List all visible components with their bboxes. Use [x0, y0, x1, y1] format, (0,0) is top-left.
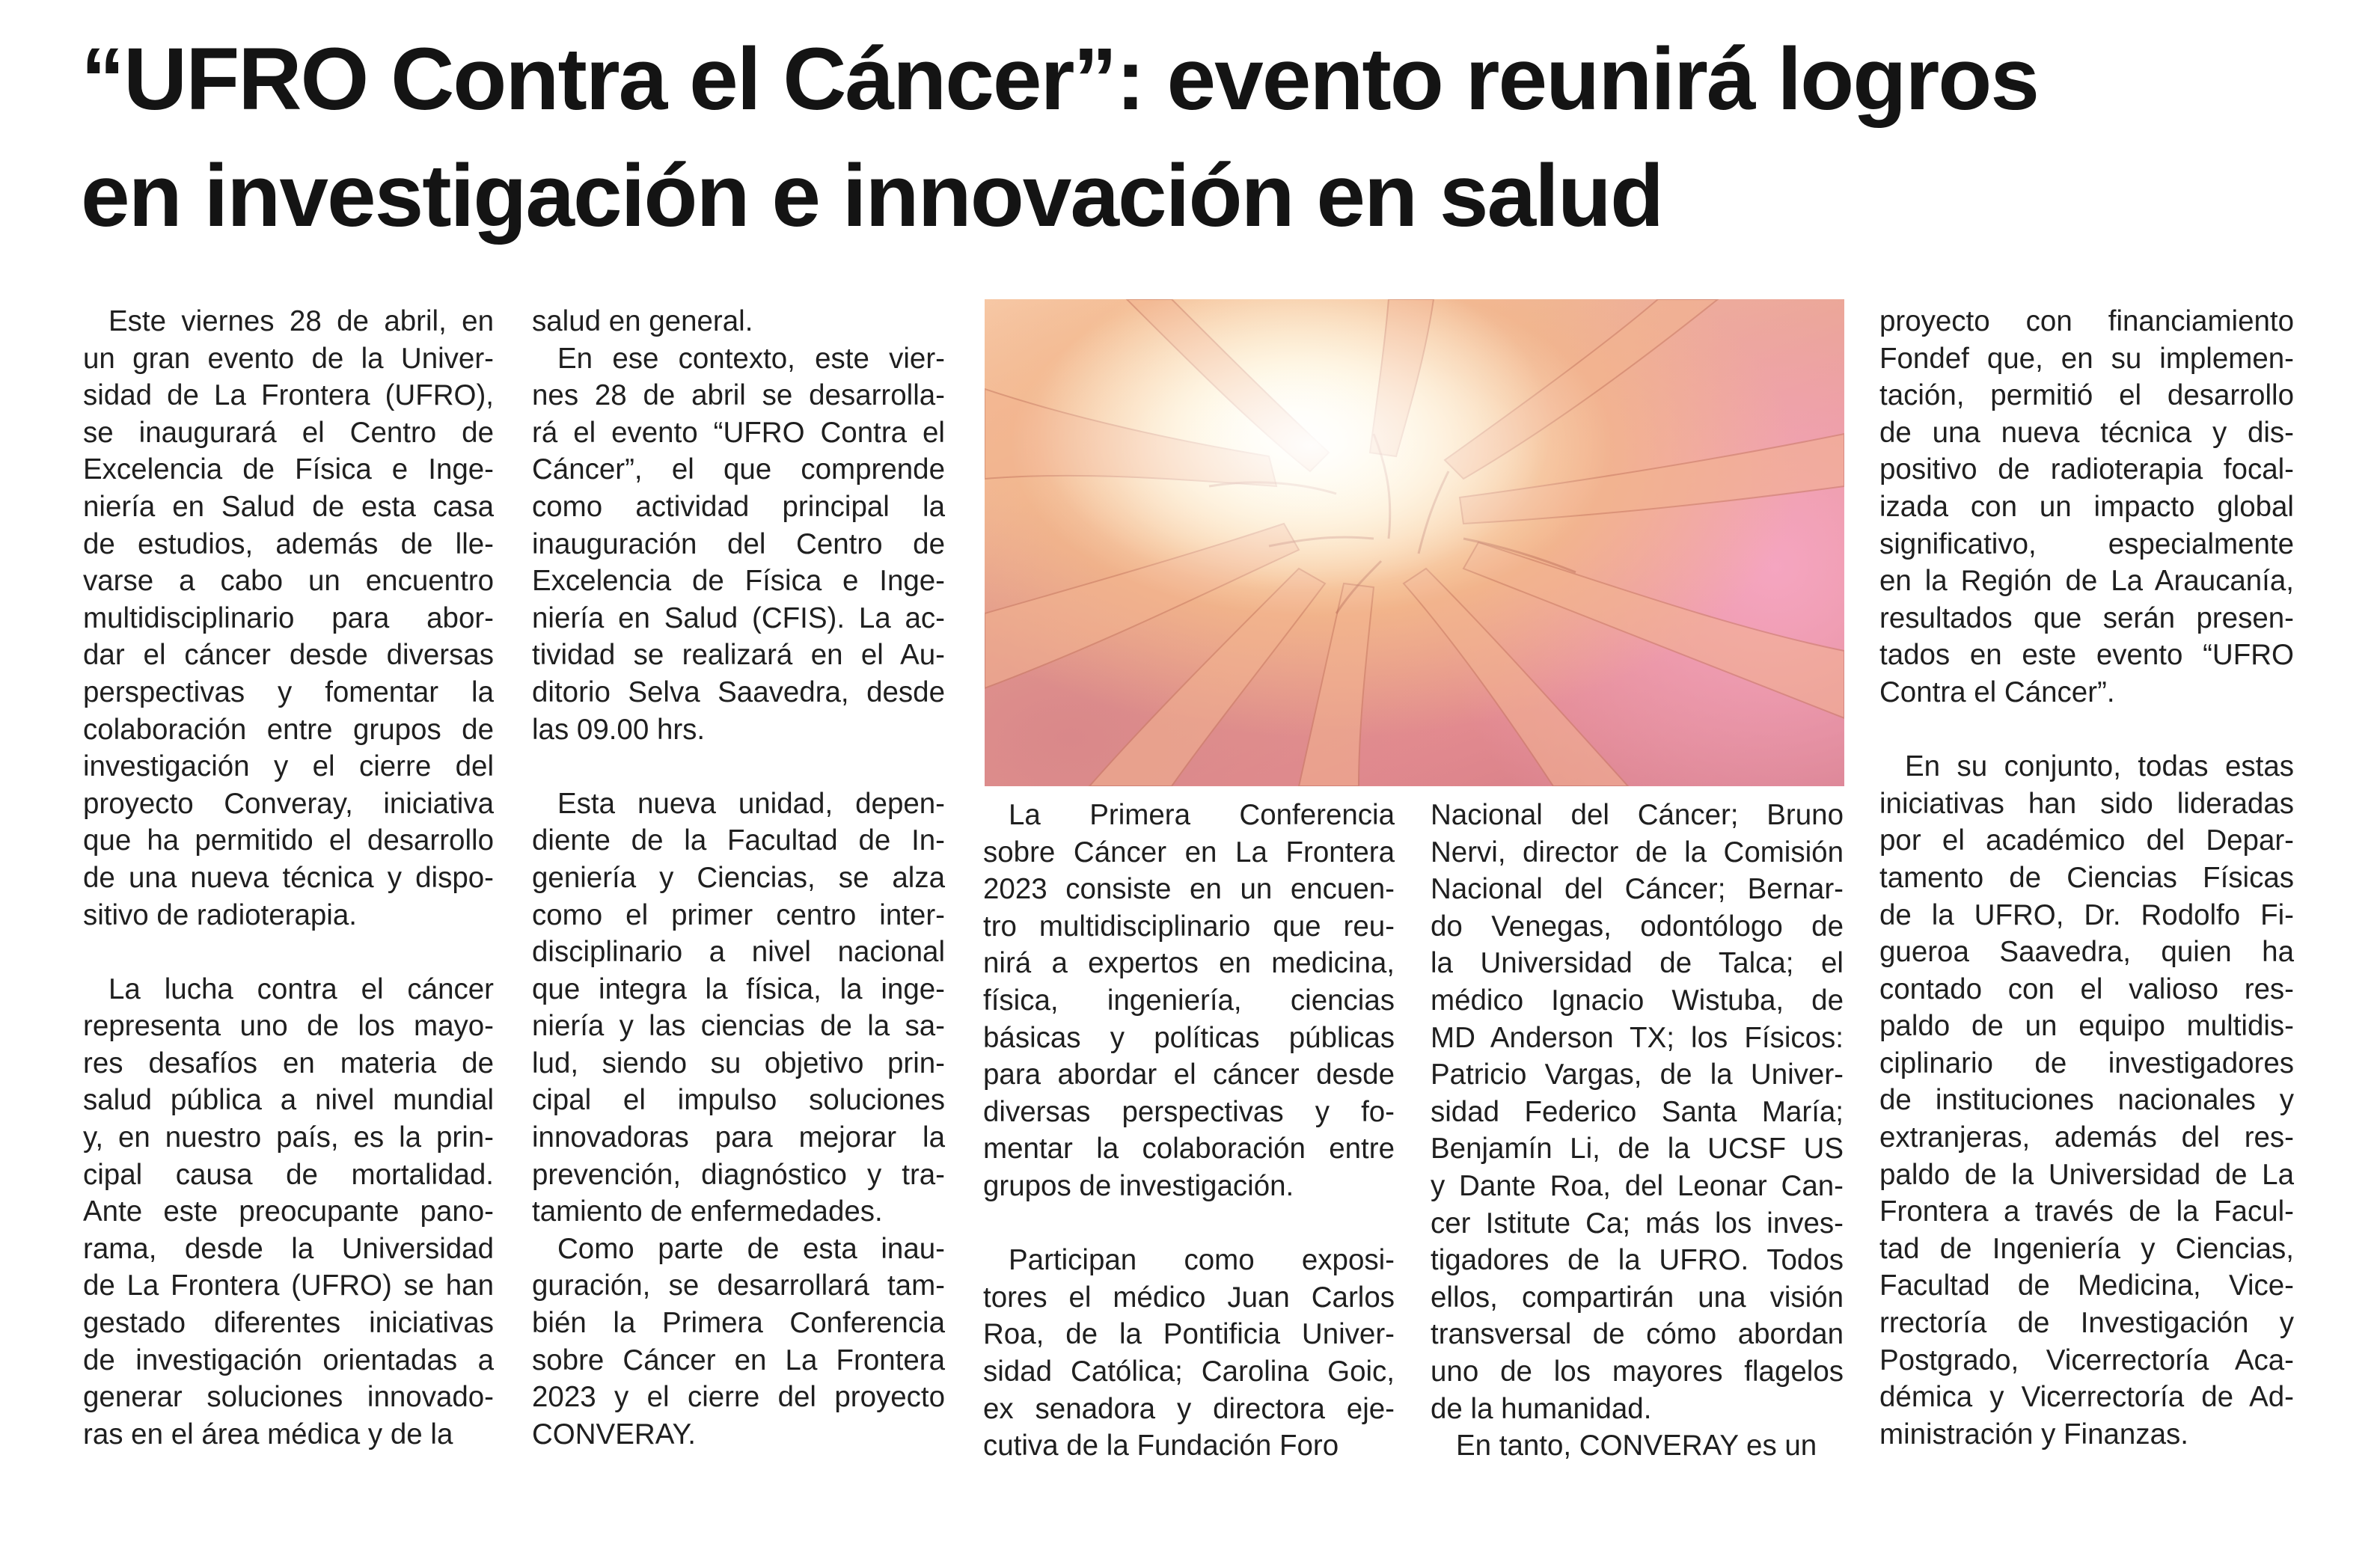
text-line: rrectoría de Investigación y [1879, 1307, 2294, 1340]
text-line: gestado diferentes iniciativas [83, 1307, 494, 1340]
text-line: cutiva de la Fundación Foro [983, 1430, 1339, 1462]
text-line: tados en este evento “UFRO [1879, 639, 2294, 672]
article-headline [81, 21, 2295, 254]
text-line: Participan como exposi- [1009, 1244, 1395, 1277]
text-line: de una nueva técnica y dis- [1879, 416, 2294, 449]
text-line: como actividad principal la [532, 490, 945, 523]
text-line: sidad Católica; Carolina Goic, [983, 1355, 1395, 1388]
text-line: izada con un impacto global [1879, 490, 2294, 523]
text-line: diente de la Facultad de In- [532, 824, 945, 857]
text-line: paldo de la Universidad de La [1879, 1158, 2294, 1191]
text-line: do Venegas, odontólogo de [1431, 910, 1844, 943]
text-line: tores el médico Juan Carlos [983, 1281, 1395, 1314]
text-line: en la Región de La Araucanía, [1879, 565, 2294, 598]
text-line: En tanto, CONVERAY es un [1456, 1430, 1817, 1462]
text-line: En ese contexto, este vier- [557, 342, 945, 375]
text-line: y, en nuestro país, es la prin- [83, 1121, 494, 1154]
text-line: 2023 y el cierre del proyecto [532, 1381, 945, 1414]
text-line: lud, siendo su objetivo prin- [532, 1047, 945, 1079]
text-line: Roa, de la Pontificia Univer- [983, 1318, 1395, 1351]
text-line: démica y Vicerrectoría de Ad- [1879, 1381, 2294, 1414]
text-line: Facultad de Medicina, Vice- [1879, 1269, 2294, 1302]
text-line: proyecto con financiamiento [1879, 305, 2294, 337]
text-line: para abordar el cáncer desde [983, 1059, 1395, 1091]
article-paragraph [1431, 1427, 1844, 1465]
text-line: básicas y políticas públicas [983, 1021, 1395, 1054]
text-line: bién la Primera Conferencia [532, 1307, 945, 1340]
article-paragraph [83, 971, 494, 1453]
text-line: La lucha contra el cáncer [108, 972, 494, 1005]
hands-together-photo [985, 299, 1844, 786]
article-column-1 [83, 303, 494, 1453]
article-paragraph [1879, 303, 2294, 711]
text-line: paldo de un equipo multidis- [1879, 1010, 2294, 1043]
hands-photo-illustration [985, 299, 1844, 786]
text-line: de la UFRO, Dr. Rodolfo Fi- [1879, 898, 2294, 931]
text-line: sobre Cáncer en La Frontera [532, 1344, 945, 1376]
text-line: proyecto Converay, iniciativa [83, 787, 494, 820]
text-line: Excelencia de Física e Inge- [83, 453, 494, 486]
text-line: tigadores de la UFRO. Todos [1431, 1244, 1844, 1277]
text-line: que ha permitido el desarrollo [83, 824, 494, 857]
text-line: de La Frontera (UFRO) se han [83, 1269, 494, 1302]
text-line: y Dante Roa, del Leonar Can- [1431, 1169, 1844, 1202]
text-line: cipal el impulso soluciones [532, 1084, 945, 1117]
text-line: Como parte de esta inau- [557, 1232, 945, 1265]
text-line: Nacional del Cáncer; Bruno [1431, 799, 1844, 831]
text-line: disciplinario a nivel nacional [532, 936, 945, 969]
text-line: ex senadora y directora eje- [983, 1392, 1395, 1425]
text-line: de investigación orientadas a [83, 1344, 494, 1376]
text-line: nirá a expertos en medicina, [983, 947, 1395, 980]
article-paragraph [1879, 748, 2294, 1453]
text-line: de estudios, además de lle- [83, 527, 494, 560]
article-paragraph [1431, 797, 1844, 1427]
text-line: contado con el valioso res- [1879, 972, 2294, 1005]
text-line: res desafíos en materia de [83, 1047, 494, 1079]
text-line: niería en Salud de esta casa [83, 490, 494, 523]
article-paragraph [532, 303, 945, 340]
text-line: uno de los mayores flagelos [1431, 1355, 1844, 1388]
article-column-2 [532, 303, 945, 1453]
text-line: Fondef que, en su implemen- [1879, 342, 2294, 375]
text-line: En su conjunto, todas estas [1905, 750, 2294, 783]
text-line: médico Ignacio Wistuba, de [1431, 984, 1844, 1017]
text-line: Excelencia de Física e Inge- [532, 565, 945, 598]
text-line: grupos de investigación. [983, 1169, 1294, 1202]
text-line: multidisciplinario para abor- [83, 601, 494, 634]
text-line: guración, se desarrollará tam- [532, 1269, 945, 1302]
text-line: Ante este preocupante pano- [83, 1195, 494, 1228]
text-line: 2023 consiste en un encuen- [983, 873, 1395, 906]
article-paragraph [983, 1242, 1395, 1465]
text-line: Benjamín Li, de la UCSF US [1431, 1133, 1844, 1165]
text-line: tación, permitió el desarrollo [1879, 379, 2294, 412]
text-line: Cáncer”, el que comprende [532, 453, 945, 486]
text-line: tad de Ingeniería y Ciencias, [1879, 1232, 2294, 1265]
text-line: sobre Cáncer en La Frontera [983, 836, 1395, 869]
text-line: significativo, especialmente [1879, 527, 2294, 560]
text-line: tamiento de enfermedades. [532, 1195, 883, 1228]
article-column-3 [983, 797, 1395, 1465]
text-line: colaboración entre grupos de [83, 713, 494, 746]
text-line: ras en el área médica y de la [83, 1418, 453, 1451]
text-line: de la humanidad. [1431, 1392, 1652, 1425]
text-line: cer Istitute Ca; más los inves- [1431, 1207, 1844, 1240]
article-paragraph [532, 785, 945, 1231]
text-line: rá el evento “UFRO Contra el [532, 416, 945, 449]
text-line: innovadoras para mejorar la [532, 1121, 945, 1154]
article-column-5 [1879, 303, 2294, 1453]
text-line: Frontera a través de la Facul- [1879, 1195, 2294, 1228]
text-line: representa uno de los mayo- [83, 1010, 494, 1043]
text-line: que integra la física, la inge- [532, 972, 945, 1005]
text-line: MD Anderson TX; los Físicos: [1431, 1021, 1844, 1054]
headline-line: “UFRO Contra el Cáncer”: evento reunirá logros [81, 30, 2038, 129]
text-line: sitivo de radioterapia. [83, 898, 357, 931]
article-paragraph [532, 340, 945, 749]
text-line: transversal de cómo abordan [1431, 1318, 1844, 1351]
text-line: ditorio Selva Saavedra, desde [532, 676, 945, 708]
text-line: inauguración del Centro de [532, 527, 945, 560]
text-line: Este viernes 28 de abril, en [108, 305, 494, 337]
text-line: las 09.00 hrs. [532, 713, 706, 746]
text-line: positivo de radioterapia focal- [1879, 453, 2294, 486]
text-line: como el primer centro inter- [532, 898, 945, 931]
paragraph-gap [1879, 711, 2294, 749]
text-line: tamento de Ciencias Físicas [1879, 861, 2294, 894]
article-paragraph [83, 303, 494, 934]
headline-line: en investigación e innovación en salud [81, 147, 1663, 245]
text-line: ciplinario de investigadores [1879, 1047, 2294, 1079]
article-paragraph [532, 1231, 945, 1453]
text-line: iniciativas han sido lideradas [1879, 787, 2294, 820]
text-line: rama, desde la Universidad [83, 1232, 494, 1265]
article-paragraph [983, 797, 1395, 1205]
text-line: generar soluciones innovado- [83, 1381, 494, 1414]
text-line: La Primera Conferencia [1009, 799, 1395, 831]
text-line: perspectivas y fomentar la [83, 676, 494, 708]
text-line: Nacional del Cáncer; Bernar- [1431, 873, 1844, 906]
text-line: salud en general. [532, 305, 753, 337]
text-line: mentar la colaboración entre [983, 1133, 1395, 1165]
text-line: tro multidisciplinario que reu- [983, 910, 1395, 943]
text-line: niería en Salud (CFIS). La ac- [532, 601, 945, 634]
text-line: gueroa Saavedra, quien ha [1879, 936, 2294, 969]
text-line: salud pública a nivel mundial [83, 1084, 494, 1117]
text-line: varse a cabo un encuentro [83, 565, 494, 598]
text-line: resultados que serán presen- [1879, 601, 2294, 634]
text-line: Postgrado, Vicerrectoría Aca- [1879, 1344, 2294, 1376]
text-line: se inaugurará el Centro de [83, 416, 494, 449]
text-line: de una nueva técnica y dispo- [83, 861, 494, 894]
text-line: ministración y Finanzas. [1879, 1418, 2188, 1451]
text-line: niería y las ciencias de la sa- [532, 1010, 945, 1043]
paragraph-gap [83, 934, 494, 971]
text-line: la Universidad de Talca; el [1431, 947, 1844, 980]
text-line: física, ingeniería, ciencias [983, 984, 1395, 1017]
text-line: diversas perspectivas y fo- [983, 1095, 1395, 1128]
text-line: de instituciones nacionales y [1879, 1084, 2294, 1117]
text-line: CONVERAY. [532, 1418, 696, 1451]
text-line: cipal causa de mortalidad. [83, 1158, 494, 1191]
text-line: extranjeras, además del res- [1879, 1121, 2294, 1154]
text-line: por el académico del Depar- [1879, 824, 2294, 857]
text-line: nes 28 de abril se desarrolla- [532, 379, 945, 412]
text-line: sidad Federico Santa María; [1431, 1095, 1844, 1128]
article-column-4 [1431, 797, 1844, 1465]
paragraph-gap [532, 748, 945, 785]
text-line: un gran evento de la Univer- [83, 342, 494, 375]
text-line: Contra el Cáncer”. [1879, 676, 2115, 708]
text-line: dar el cáncer desde diversas [83, 639, 494, 672]
text-line: tividad se realizará en el Au- [532, 639, 945, 672]
paragraph-gap [983, 1205, 1395, 1243]
text-line: Patricio Vargas, de la Univer- [1431, 1059, 1844, 1091]
text-line: geniería y Ciencias, se alza [532, 861, 945, 894]
text-line: ellos, compartirán una visión [1431, 1281, 1844, 1314]
text-line: Esta nueva unidad, depen- [557, 787, 945, 820]
text-line: sidad de La Frontera (UFRO), [83, 379, 494, 412]
text-line: Nervi, director de la Comisión [1431, 836, 1844, 869]
text-line: prevención, diagnóstico y tra- [532, 1158, 945, 1191]
text-line: investigación y el cierre del [83, 750, 494, 783]
